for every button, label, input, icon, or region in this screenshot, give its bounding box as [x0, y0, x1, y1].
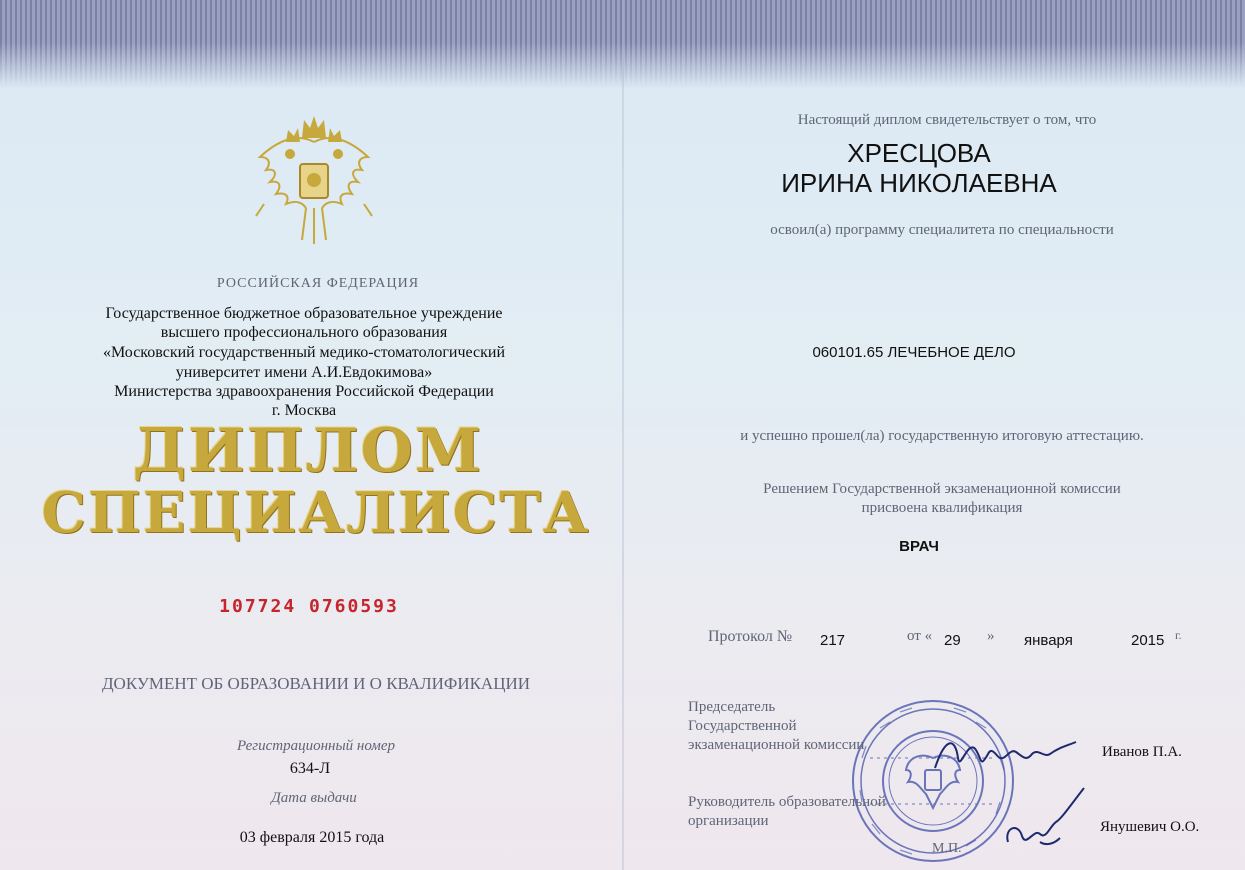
chair-name: Иванов П.А. — [1102, 744, 1182, 760]
head-signature — [1000, 782, 1090, 862]
issue-date-label: Дата выдачи — [271, 790, 357, 806]
registration-number: 634-Л — [289, 760, 331, 777]
specialty: 060101.65 ЛЕЧЕБНОЕ ДЕЛО — [812, 344, 1016, 361]
stamp-label: М.П. — [932, 841, 962, 856]
institution-line-4: университет имени А.И.Евдокимова» — [175, 364, 433, 381]
decision-line-2: присвоена квалификация — [861, 500, 1023, 516]
protocol-label: Протокол № — [708, 628, 793, 645]
diploma-title-line-1: ДИПЛОМ — [132, 416, 484, 486]
chair-label-line-1: Председатель — [688, 699, 776, 715]
protocol-number: 217 — [820, 632, 846, 649]
registration-number-label: Регистрационный номер — [236, 738, 396, 754]
head-name: Янушевич О.О. — [1100, 819, 1200, 835]
qualification: ВРАЧ — [899, 538, 939, 555]
country-heading: РОССИЙСКАЯ ФЕДЕРАЦИЯ — [216, 276, 420, 291]
protocol-year-suffix: г. — [1175, 628, 1182, 642]
program-text: освоил(а) программу специалитета по специальности — [770, 222, 1114, 238]
document-type: ДОКУМЕНТ ОБ ОБРАЗОВАНИИ И О КВАЛИФИКАЦИИ — [101, 674, 531, 693]
coat-of-arms-emblem — [246, 112, 382, 250]
institution-line-3: «Московский государственный медико-стоматологический — [102, 344, 506, 361]
intro-text: Настоящий диплом свидетельствует о том, что — [797, 112, 1097, 128]
protocol-from: от « — [907, 628, 933, 644]
serial-number: 107724 0760593 — [219, 596, 399, 617]
institution-line-2: высшего профессионального образования — [160, 324, 448, 341]
protocol-year: 2015 — [1131, 632, 1165, 649]
protocol-quote-close: » — [987, 628, 995, 644]
holder-surname: ХРЕСЦОВА — [847, 138, 991, 168]
chair-label-line-2: Государственной — [688, 718, 797, 734]
page-fold — [622, 0, 624, 870]
holder-given-names: ИРИНА НИКОЛАЕВНА — [781, 168, 1057, 198]
institution-line-1: Государственное бюджетное образовательное учреждение — [105, 305, 503, 322]
issue-date: 03 февраля 2015 года — [239, 829, 385, 846]
head-label-line-2: организации — [688, 813, 769, 829]
official-seal-icon — [850, 698, 1016, 864]
chair-signature — [930, 728, 1080, 778]
diploma-title-line-2: СПЕЦИАЛИСТА — [41, 480, 591, 546]
protocol-day: 29 — [944, 632, 961, 649]
institution-line-5: Министерства здравоохранения Российской Федерации — [114, 383, 494, 400]
chair-label-line-3: экзаменационной комиссии — [688, 737, 865, 753]
protocol-month: января — [1024, 632, 1073, 649]
decision-line-1: Решением Государственной экзаменационной комиссии — [763, 481, 1121, 497]
institution-line-6: г. Москва — [271, 402, 337, 419]
head-label-line-1: Руководитель образовательной — [688, 794, 886, 810]
attestation-text: и успешно прошел(ла) государственную итоговую аттестацию. — [740, 428, 1144, 444]
